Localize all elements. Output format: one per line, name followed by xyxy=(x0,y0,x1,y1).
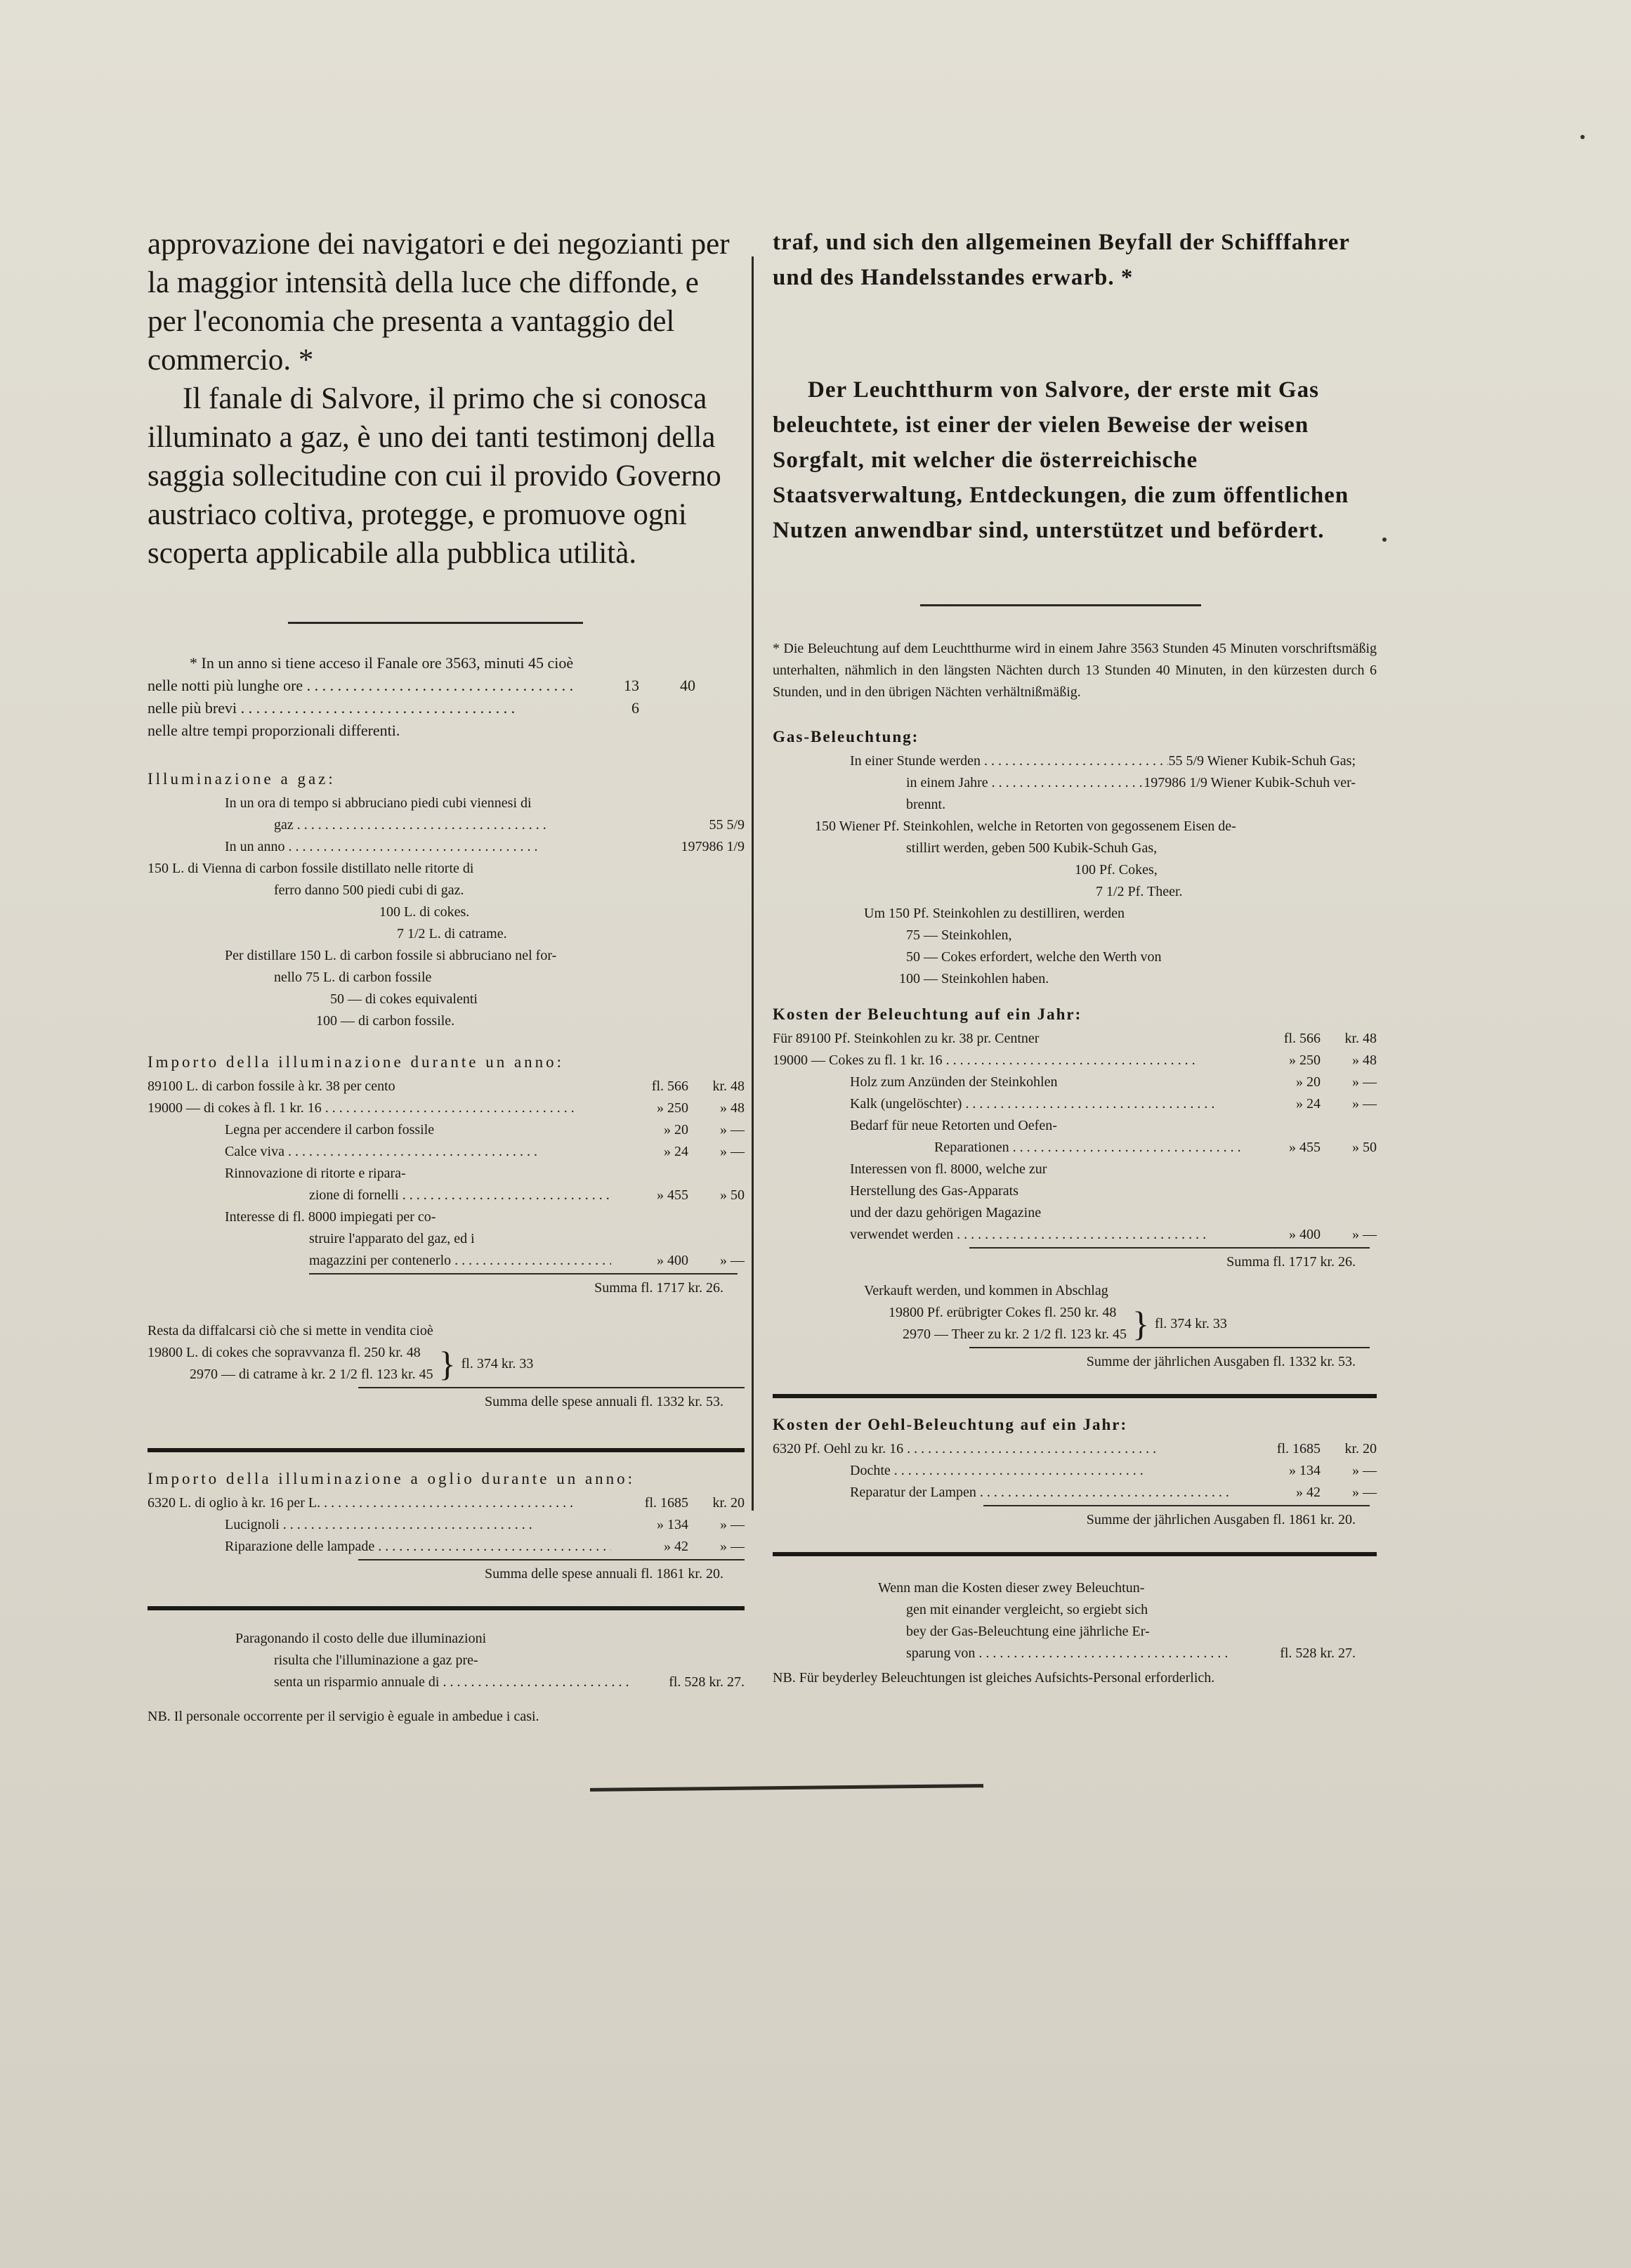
cost-florin: fl. 1685 xyxy=(644,1495,688,1511)
cost-row xyxy=(773,1137,1377,1159)
cost-florin: fl. 566 xyxy=(1283,1031,1321,1046)
german-oil-table xyxy=(773,1438,1377,1504)
section-rule xyxy=(148,1606,745,1610)
german-footnote: * Die Beleuchtung auf dem Leuchtthurme wird in einem Jahre 3563 Stunden 45 Minuten vorschriftsmäßig unterhalten, nähmlich in den längsten Nächten durch 13 Stunden 40 Minuten, in den kürzesten durch 6 Stunden, und in den übrigen Nächten verhältnißmäßig. xyxy=(773,641,1377,700)
german-sale-block: 19800 Pf. erübrigter Cokes fl. 250 kr. 48 2970 — Theer zu kr. 2 1/2 fl. 123 kr. 45 } fl. 374 kr. 33 xyxy=(889,1304,1227,1343)
cost-label: 6320 Pf. Oehl zu kr. 16 . . . xyxy=(773,1438,1243,1460)
italian-column xyxy=(148,225,745,1728)
cost-kreuzer: » — xyxy=(1352,1227,1377,1242)
cost-kreuzer: » 50 xyxy=(1352,1140,1377,1155)
cost-row xyxy=(773,1460,1377,1482)
cost-label: Rinnovazione di ritorte e ripara- xyxy=(225,1166,406,1181)
column-divider xyxy=(752,256,754,1511)
cost-row xyxy=(773,1115,1377,1137)
cost-label: Interessen von fl. 8000, welche zur xyxy=(850,1161,1047,1177)
cost-florin: fl. 1685 xyxy=(1276,1441,1321,1456)
cost-label: 19000 — di cokes à fl. 1 kr. 16 . . . xyxy=(148,1097,611,1119)
cost-row xyxy=(148,1492,745,1514)
cost-row xyxy=(148,1097,745,1119)
cost-kreuzer: » 48 xyxy=(720,1100,745,1116)
cost-kreuzer: » — xyxy=(1352,1096,1377,1112)
german-footnote-rule xyxy=(920,604,1201,606)
cost-label: zione di fornelli . . . xyxy=(309,1185,611,1206)
section-rule xyxy=(148,1448,745,1452)
german-gas-heading: Gas-Beleuchtung: xyxy=(773,728,919,745)
german-cost-table xyxy=(773,1028,1377,1246)
cost-row xyxy=(773,1071,1377,1093)
sum-rule xyxy=(969,1247,1370,1249)
sum-rule xyxy=(969,1347,1370,1348)
cost-label: Interesse di fl. 8000 impiegati per co- xyxy=(225,1209,436,1225)
cost-label: Kalk (ungelöschter) . . . xyxy=(850,1093,1243,1115)
cost-row xyxy=(773,1224,1377,1246)
cost-row xyxy=(148,1514,745,1536)
cost-label: 89100 L. di carbon fossile à kr. 38 per cento xyxy=(148,1078,395,1094)
cost-label: struire l'apparato del gaz, ed i xyxy=(309,1231,475,1246)
section-rule xyxy=(773,1552,1377,1556)
cost-row xyxy=(148,1163,745,1185)
cost-label: Herstellung des Gas-Apparats xyxy=(850,1183,1018,1199)
italian-gas-block: In un ora di tempo si abbruciano piedi cubi viennesi di gaz . . . 55 5/9 In un anno . . . 197986 1/9 150 L. di Vienna di carbon fossile distillato nelle ritorte di ferro danno 500 piedi cubi di gaz. 100 L. di cokes. 7 1/2 L. di catrame. Per distillare 150 L. di carbon fossile si abbruciano nel for- nello 75 L. di carbon fossile 50 — di cokes equivalenti 100 — di carbon fossile. xyxy=(148,793,745,1032)
cost-label: Reparatur der Lampen . . . xyxy=(850,1482,1243,1504)
german-sold-line: Verkauft werden, und kommen in Abschlag xyxy=(864,1283,1108,1298)
speck xyxy=(1580,135,1585,139)
cost-row xyxy=(773,1159,1377,1180)
cost-florin: » 250 xyxy=(657,1100,688,1116)
italian-paragraph-1: approvazione dei navigatori e dei negozianti per la maggior intensità della luce che diffonde, e per l'economia che presenta a vantaggio del commercio. * xyxy=(148,228,730,377)
cost-label: Dochte . . . xyxy=(850,1460,1243,1482)
italian-cost-table xyxy=(148,1076,745,1272)
cost-row xyxy=(148,1250,745,1272)
italian-sale-block: 19800 L. di cokes che sopravvanza fl. 250 kr. 48 2970 — di catrame à kr. 2 1/2 fl. 123 kr. 45 } fl. 374 kr. 33 xyxy=(148,1344,534,1383)
cost-row xyxy=(148,1536,745,1558)
brace-icon: } xyxy=(438,1344,456,1383)
cost-kreuzer: » — xyxy=(720,1122,745,1138)
cost-florin: » 455 xyxy=(657,1187,688,1203)
cost-kreuzer: » — xyxy=(1352,1485,1377,1500)
italian-footnote-line: nelle altre tempi proporzionali differenti. xyxy=(148,722,400,739)
italian-oil-table xyxy=(148,1492,745,1558)
cost-florin: » 20 xyxy=(664,1122,688,1138)
german-cost-heading: Kosten der Beleuchtung auf ein Jahr: xyxy=(773,1005,1082,1023)
bottom-rule xyxy=(590,1784,983,1792)
italian-annual-gas: Summa delle spese annuali fl. 1332 kr. 53. xyxy=(485,1394,723,1409)
german-prose xyxy=(773,225,1377,548)
cost-label: und der dazu gehörigen Magazine xyxy=(850,1205,1042,1220)
italian-footnote-rule xyxy=(288,622,583,624)
german-column xyxy=(773,225,1377,1689)
cost-florin: » 400 xyxy=(1289,1227,1321,1242)
cost-kreuzer: » — xyxy=(1352,1463,1377,1478)
cost-florin: » 20 xyxy=(1296,1074,1321,1090)
cost-label: Für 89100 Pf. Steinkohlen zu kr. 38 pr. Centner xyxy=(773,1031,1040,1046)
cost-florin: » 250 xyxy=(1289,1052,1321,1068)
cost-row xyxy=(148,1141,745,1163)
italian-nb: NB. Il personale occorrente per il servigio è eguale in ambedue i casi. xyxy=(148,1709,539,1724)
cost-row xyxy=(148,1206,745,1228)
sum-rule xyxy=(309,1273,738,1275)
cost-label: Bedarf für neue Retorten und Oefen- xyxy=(850,1118,1057,1133)
italian-footnote-row: nelle più brevi . . . 6 xyxy=(148,697,745,719)
german-annual-oil: Summe der jährlichen Ausgaben fl. 1861 kr. 20. xyxy=(1086,1512,1356,1527)
cost-label: magazzini per contenerlo . . . xyxy=(309,1250,611,1272)
german-gas-block: In einer Stunde werden . . . 55 5/9 Wiener Kubik-Schuh Gas; in einem Jahre . . . 197986 1/9 Wiener Kubik-Schuh ver- brennt. 150 Wiener Pf. Steinkohlen, welche in Retorten von gegossenem Eisen de- stillirt werden, geben 500 Kubik-Schuh Gas, 100 Pf. Cokes, 7 1/2 Pf. Theer. Um 150 Pf. Steinkohlen zu destilliren, werden 75 — Steinkohlen, 50 — Cokes erfordert, welche den Werth von 100 — Steinkohlen haben. xyxy=(773,750,1377,990)
italian-gas-heading: Illuminazione a gaz: xyxy=(148,770,336,788)
italian-compare: Paragonando il costo delle due illuminazioni risulta che l'illuminazione a gaz pre- senta un risparmio annuale di . . . fl. 528 kr. 27. xyxy=(148,1628,745,1693)
cost-label: 6320 L. di oglio à kr. 16 per L. . . . xyxy=(148,1492,611,1514)
cost-label: verwendet werden . . . xyxy=(850,1224,1243,1246)
speck xyxy=(1382,537,1387,542)
italian-paragraph-2: Il fanale di Salvore, il primo che si conosca illuminato a gaz, è uno dei tanti testimonj della saggia sollecitudine con cui il provido Governo austriaco coltiva, protegge, e promuove ogni scoperta applicabile alla pubblica utilità. xyxy=(148,382,721,570)
italian-oil-heading: Importo della illuminazione a oglio durante un anno: xyxy=(148,1470,636,1487)
cost-row xyxy=(148,1076,745,1097)
cost-row xyxy=(773,1438,1377,1460)
sum-rule xyxy=(358,1387,745,1388)
cost-label: Lucignoli . . . xyxy=(225,1514,611,1536)
cost-florin: » 134 xyxy=(1289,1463,1321,1478)
cost-florin: » 400 xyxy=(657,1253,688,1268)
cost-row xyxy=(773,1482,1377,1504)
cost-florin: » 134 xyxy=(657,1517,688,1532)
german-compare: Wenn man die Kosten dieser zwey Beleuchtun- gen mit einander vergleicht, so ergiebt sich bey der Gas-Beleuchtung eine jährliche Er- sparung von . . . fl. 528 kr. 27. xyxy=(773,1577,1377,1664)
cost-row xyxy=(148,1119,745,1141)
cost-florin: » 455 xyxy=(1289,1140,1321,1155)
cost-row xyxy=(773,1028,1377,1050)
sum-rule xyxy=(358,1559,745,1560)
cost-row xyxy=(773,1050,1377,1071)
section-rule xyxy=(773,1394,1377,1398)
italian-resta-line: Resta da diffalcarsi ciò che si mette in vendita cioè xyxy=(148,1323,433,1338)
cost-kreuzer: » — xyxy=(720,1517,745,1532)
brace-icon: } xyxy=(1132,1304,1150,1343)
german-paragraph-1: traf, und sich den allgemeinen Beyfall der Schifffahrer und des Handelsstandes erwarb. * xyxy=(773,230,1350,290)
german-sum-line: Summa fl. 1717 kr. 26. xyxy=(1226,1254,1356,1270)
sum-rule xyxy=(983,1505,1370,1506)
cost-kreuzer: kr. 20 xyxy=(712,1495,745,1511)
cost-row xyxy=(773,1180,1377,1202)
cost-florin: » 24 xyxy=(1296,1096,1321,1112)
cost-kreuzer: » — xyxy=(720,1253,745,1268)
cost-label: Holz zum Anzünden der Steinkohlen xyxy=(850,1074,1058,1090)
cost-kreuzer: » 48 xyxy=(1352,1052,1377,1068)
cost-kreuzer: » 50 xyxy=(720,1187,745,1203)
cost-kreuzer: » — xyxy=(1352,1074,1377,1090)
italian-footnote-line: * In un anno si tiene acceso il Fanale ore 3563, minuti 45 cioè xyxy=(190,654,574,672)
cost-kreuzer: » — xyxy=(720,1539,745,1554)
german-annual-gas: Summe der jährlichen Ausgaben fl. 1332 kr. 53. xyxy=(1086,1354,1356,1369)
cost-label: Calce viva . . . xyxy=(225,1141,611,1163)
cost-label: Riparazione delle lampade . . . xyxy=(225,1536,611,1558)
cost-florin: fl. 566 xyxy=(651,1078,688,1094)
italian-annual-oil: Summa delle spese annuali fl. 1861 kr. 20. xyxy=(485,1566,723,1582)
german-oil-heading: Kosten der Oehl-Beleuchtung auf ein Jahr: xyxy=(773,1416,1128,1433)
italian-footnote-row: nelle notti più lunghe ore . . . 13 40 xyxy=(148,674,745,697)
cost-florin: » 42 xyxy=(1296,1485,1321,1500)
german-nb: NB. Für beyderley Beleuchtungen ist gleiches Aufsichts-Personal erforderlich. xyxy=(773,1670,1215,1686)
cost-row xyxy=(148,1228,745,1250)
cost-florin: » 24 xyxy=(664,1144,688,1159)
german-paragraph-2: Der Leuchtthurm von Salvore, der erste mit Gas beleuchtete, ist einer der vielen Beweise der weisen Sorgfalt, mit welcher die österreichische Staatsverwaltung, Entdeckungen, die zum öffentlichen Nutzen anwendbar sind, unterstützet und befördert. xyxy=(773,377,1349,543)
italian-footnote xyxy=(148,652,745,742)
cost-kreuzer: » — xyxy=(720,1144,745,1159)
italian-cost-heading: Importo della illuminazione durante un anno: xyxy=(148,1053,565,1071)
italian-sum-line: Summa fl. 1717 kr. 26. xyxy=(594,1280,723,1296)
cost-row xyxy=(773,1093,1377,1115)
italian-prose xyxy=(148,225,745,573)
cost-kreuzer: kr. 48 xyxy=(1344,1031,1377,1046)
cost-kreuzer: kr. 20 xyxy=(1344,1441,1377,1456)
cost-florin: » 42 xyxy=(664,1539,688,1554)
cost-row xyxy=(773,1202,1377,1224)
cost-row xyxy=(148,1185,745,1206)
cost-label: Legna per accendere il carbon fossile xyxy=(225,1122,435,1138)
cost-kreuzer: kr. 48 xyxy=(712,1078,745,1094)
cost-label: Reparationen . . . xyxy=(934,1137,1243,1159)
cost-label: 19000 — Cokes zu fl. 1 kr. 16 . . . xyxy=(773,1050,1243,1071)
